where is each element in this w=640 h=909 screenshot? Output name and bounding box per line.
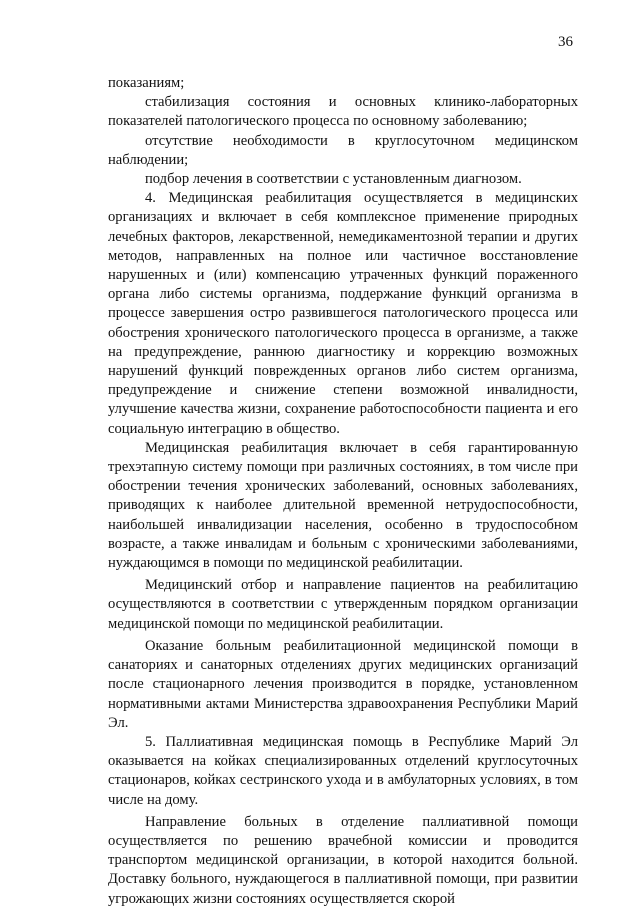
paragraph-7: Медицинский отбор и направление пациентов на реабилитацию осуществляются в соответствии с утвержденным порядком организации медицинской помощи по медицинской реабилитации. [108,577,578,632]
paragraph-3: отсутствие необходимости в круглосуточном медицинском наблюдении; [108,132,578,168]
page-number: 36 [558,34,573,50]
paragraph-6: Медицинская реабилитация включает в себя гарантированную трехэтапную систему помощи при различных состояниях, в том числе при обострении течения хронических заболеваний, основных заболеваниях, приводящих к наиболее длительной временной нетрудоспособности, наибольшей инвалидизации населения, особенно в трудоспособном возрасте, а также инвалидам и больным с хроническими заболеваниями, нуждающимся в помощи по медицинской реабилитации. [108,439,578,572]
paragraph-8: Оказание больным реабилитационной медицинской помощи в санаториях и санаторных отделениях других медицинских организаций после стационарного лечения производится в порядке, установленном нормативными актами Министерства здравоохранения Республики Марий Эл. [108,637,578,731]
paragraph-1: показаниям; [108,75,185,91]
paragraph-10: Направление больных в отделение паллиативной помощи осуществляется по решению врачебной комиссии и проводится транспортом медицинской организации, в которой находится больной. Доставку больного, нуждающегося в паллиативной помощи, при развитии угрожающих жизни состояниях осуществляется скорой [108,813,578,907]
paragraph-2: стабилизация состояния и основных клинико-лабораторных показателей патологического процесса по основному заболеванию; [108,94,578,130]
paragraph-5: 4. Медицинская реабилитация осуществляется в медицинских организациях и включает в себя комплексное применение природных лечебных факторов, лекарственной, немедикаментозной терапии и других методов, направленных на полное или частичное восстановление нарушенных и (или) компенсацию утраченных функций пораженного органа либо системы организма, поддержание функций организма в процессе завершения остро развившегося патологического процесса или обострения хронического патологического процесса в организме, а также на предупреждение, раннюю диагностику и коррекцию возможных нарушений функций поврежденных органов либо систем организма, предупреждение и снижение степени возможной инвалидности, улучшение качества жизни, сохранение работоспособности пациента и его социальную интеграцию в общество. [108,190,578,437]
paragraph-4: подбор лечения в соответствии с установленным диагнозом. [145,171,522,188]
document-body [108,74,578,909]
paragraph-9: 5. Паллиативная медицинская помощь в Республике Марий Эл оказывается на койках специализированных отделений круглосуточных стационаров, койках сестринского ухода и в амбулаторных условиях, в том числе на дому. [108,733,578,808]
